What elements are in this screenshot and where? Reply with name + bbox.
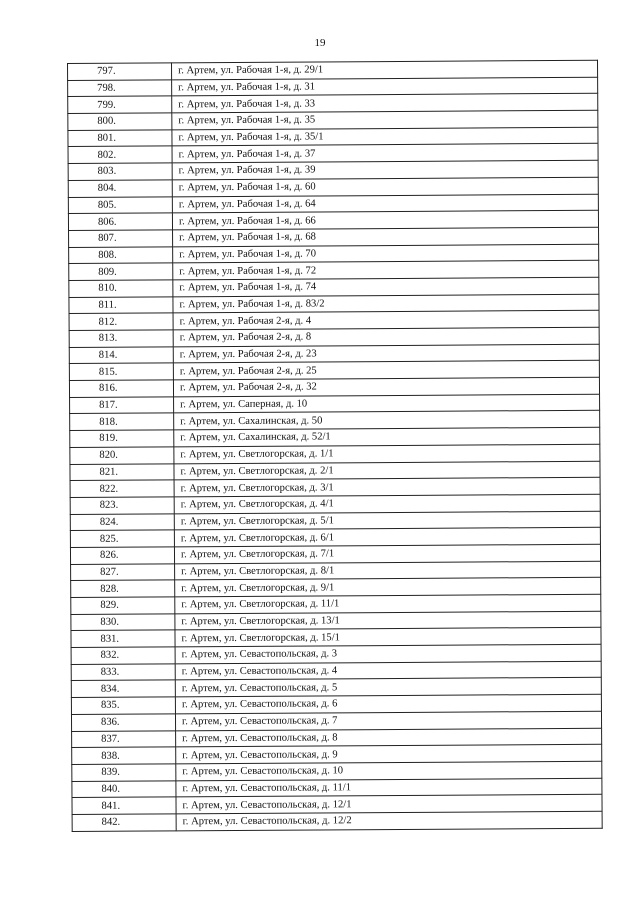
row-number: 827.	[71, 563, 175, 580]
row-number: 801.	[68, 130, 172, 147]
row-number: 804.	[68, 180, 172, 197]
row-address: г. Артем, ул. Сахалинская, д. 52/1	[174, 427, 600, 446]
row-number: 826.	[70, 547, 174, 564]
row-address: г. Артем, ул. Рабочая 1-я, д. 39	[172, 160, 598, 179]
row-address: г. Артем, ул. Светлогорская, д. 13/1	[175, 611, 601, 630]
row-number: 836.	[71, 714, 175, 731]
row-address: г. Артем, ул. Светлогорская, д. 6/1	[174, 528, 600, 547]
row-number: 812.	[69, 313, 173, 330]
row-number: 841.	[72, 797, 176, 814]
row-number: 810.	[69, 280, 173, 297]
row-number: 831.	[71, 630, 175, 647]
row-address: г. Артем, ул. Севастопольская, д. 4	[175, 661, 601, 680]
row-address: г. Артем, ул. Рабочая 1-я, д. 70	[173, 244, 599, 263]
row-number: 799.	[68, 96, 172, 113]
row-number: 816.	[69, 380, 173, 397]
row-number: 825.	[70, 530, 174, 547]
row-number: 806.	[68, 213, 172, 230]
row-number: 808.	[69, 246, 173, 263]
row-number: 811.	[69, 296, 173, 313]
row-number: 803.	[68, 163, 172, 180]
address-table-body	[68, 60, 603, 831]
row-number: 837.	[72, 730, 176, 747]
row-address: г. Артем, ул. Севастопольская, д. 11/1	[176, 778, 602, 797]
row-address: г. Артем, ул. Севастопольская, д. 12/2	[176, 811, 602, 830]
row-address: г. Артем, ул. Рабочая 1-я, д. 64	[172, 194, 598, 213]
row-address: г. Артем, ул. Севастопольская, д. 5	[175, 678, 601, 697]
row-number: 802.	[68, 146, 172, 163]
row-address: г. Артем, ул. Светлогорская, д. 15/1	[175, 628, 601, 647]
row-address: г. Артем, ул. Светлогорская, д. 8/1	[175, 561, 601, 580]
row-address: г. Артем, ул. Рабочая 1-я, д. 72	[173, 261, 599, 280]
row-number: 834.	[71, 680, 175, 697]
row-number: 809.	[69, 263, 173, 280]
row-number: 805.	[68, 196, 172, 213]
row-address: г. Артем, ул. Севастопольская, д. 3	[175, 644, 601, 663]
row-number: 822.	[70, 480, 174, 497]
row-number: 840.	[72, 780, 176, 797]
row-address: г. Артем, ул. Сахалинская, д. 50	[174, 411, 600, 430]
row-number: 821.	[70, 463, 174, 480]
row-number: 828.	[71, 580, 175, 597]
row-address: г. Артем, ул. Светлогорская, д. 1/1	[174, 444, 600, 463]
row-address: г. Артем, ул. Севастопольская, д. 7	[175, 711, 601, 730]
row-number: 818.	[70, 413, 174, 430]
row-number: 830.	[71, 614, 175, 631]
address-table	[67, 60, 603, 832]
row-address: г. Артем, ул. Рабочая 1-я, д. 35	[172, 110, 598, 129]
row-number: 839.	[72, 764, 176, 781]
row-address: г. Артем, ул. Светлогорская, д. 2/1	[174, 461, 600, 480]
row-address: г. Артем, ул. Рабочая 1-я, д. 31	[172, 77, 598, 96]
row-number: 813.	[69, 330, 173, 347]
row-address: г. Артем, ул. Рабочая 1-я, д. 83/2	[173, 294, 599, 313]
row-address: г. Артем, ул. Светлогорская, д. 3/1	[174, 477, 600, 496]
row-address: г. Артем, ул. Рабочая 2-я, д. 8	[173, 327, 599, 346]
row-number: 807.	[69, 230, 173, 247]
row-address: г. Артем, ул. Светлогорская, д. 4/1	[174, 494, 600, 513]
row-address: г. Артем, ул. Светлогорская, д. 11/1	[175, 594, 601, 613]
row-number: 838.	[72, 747, 176, 764]
row-number: 833.	[71, 664, 175, 681]
row-address: г. Артем, ул. Рабочая 2-я, д. 23	[173, 344, 599, 363]
row-address: г. Артем, ул. Рабочая 1-я, д. 68	[173, 227, 599, 246]
row-number: 824.	[70, 513, 174, 530]
row-number: 815.	[69, 363, 173, 380]
row-address: г. Артем, ул. Рабочая 1-я, д. 66	[172, 210, 598, 229]
row-number: 842.	[72, 814, 176, 831]
row-number: 800.	[68, 113, 172, 130]
row-number: 832.	[71, 647, 175, 664]
row-address: г. Артем, ул. Рабочая 1-я, д. 37	[172, 144, 598, 163]
row-address: г. Артем, ул. Севастопольская, д. 9	[176, 744, 602, 763]
row-number: 829.	[71, 597, 175, 614]
row-address: г. Артем, ул. Рабочая 1-я, д. 74	[173, 277, 599, 296]
row-number: 817.	[70, 397, 174, 414]
row-address: г. Артем, ул. Севастопольская, д. 12/1	[176, 794, 602, 813]
row-address: г. Артем, ул. Рабочая 1-я, д. 35/1	[172, 127, 598, 146]
row-address: г. Артем, ул. Саперная, д. 10	[174, 394, 600, 413]
row-number: 797.	[68, 63, 172, 80]
row-number: 820.	[70, 447, 174, 464]
address-table-container	[67, 60, 603, 832]
row-address: г. Артем, ул. Рабочая 1-я, д. 60	[172, 177, 598, 196]
row-address: г. Артем, ул. Рабочая 2-я, д. 25	[173, 361, 599, 380]
row-number: 798.	[68, 80, 172, 97]
row-address: г. Артем, ул. Светлогорская, д. 7/1	[174, 544, 600, 563]
row-address: г. Артем, ул. Рабочая 2-я, д. 4	[173, 311, 599, 330]
row-number: 819.	[70, 430, 174, 447]
row-address: г. Артем, ул. Светлогорская, д. 9/1	[175, 578, 601, 597]
row-address: г. Артем, ул. Рабочая 2-я, д. 32	[173, 377, 599, 396]
row-address: г. Артем, ул. Севастопольская, д. 6	[175, 694, 601, 713]
row-address: г. Артем, ул. Рабочая 1-я, д. 29/1	[172, 60, 598, 79]
row-number: 835.	[71, 697, 175, 714]
table-row	[72, 811, 602, 831]
row-address: г. Артем, ул. Севастопольская, д. 8	[176, 728, 602, 747]
row-address: г. Артем, ул. Севастопольская, д. 10	[176, 761, 602, 780]
row-number: 814.	[69, 347, 173, 364]
row-address: г. Артем, ул. Рабочая 1-я, д. 33	[172, 94, 598, 113]
page-number: 19	[314, 37, 326, 49]
row-address: г. Артем, ул. Светлогорская, д. 5/1	[174, 511, 600, 530]
row-number: 823.	[70, 497, 174, 514]
